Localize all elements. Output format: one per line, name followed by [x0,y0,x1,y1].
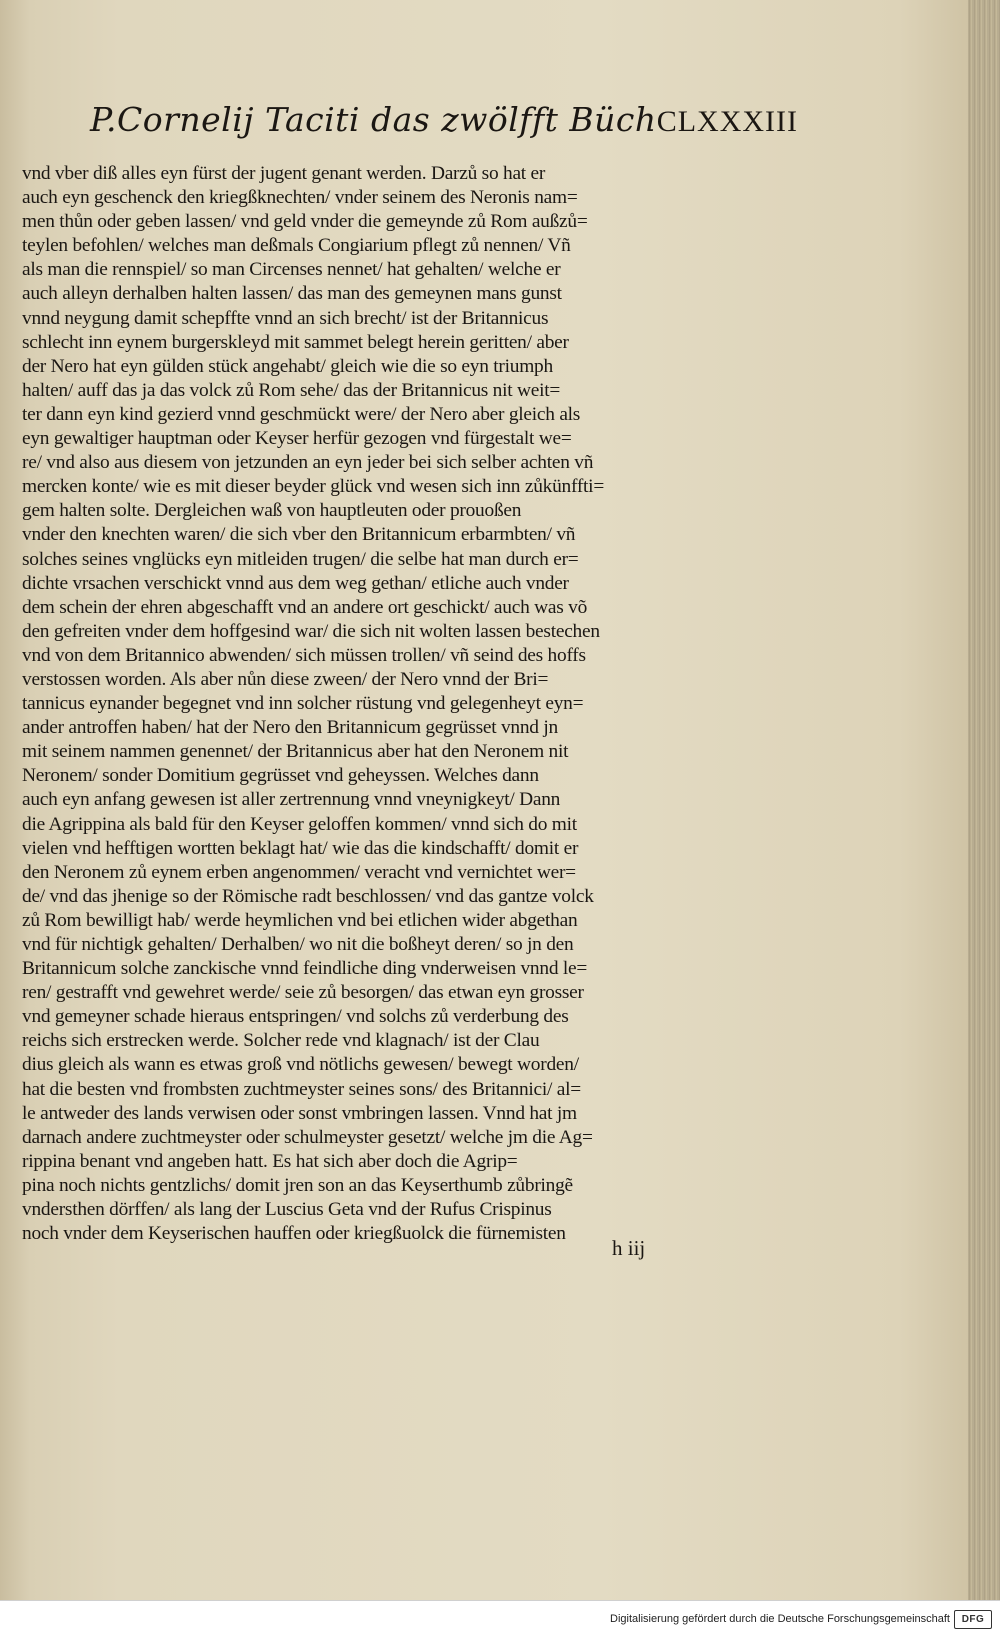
text-line: tannicus eynander begegnet vnd inn solcher rüstung vnd gelegenheyt eyn= [22,693,584,715]
page-text-block [22,100,798,1246]
text-line: vnd von dem Britannico abwenden/ sich müssen trollen/ vñ seind des hoffs [22,644,586,666]
text-line: als man die rennspiel/ so man Circenses nennet/ hat gehalten/ welche er [22,259,561,281]
text-line: vnnd neygung damit schepffte vnnd an sich brecht/ ist der Britannicus [22,307,549,329]
text-line: vnd gemeyner schade hieraus entspringen/ vnd solchs zů verderbung des [22,1006,569,1028]
text-line: den gefreiten vnder dem hoffgesind war/ die sich nit wolten lassen bestechen [22,620,600,642]
text-line: solches seines vnglücks eyn mitleiden trugen/ die selbe hat man durch er= [22,548,579,570]
text-line: vnd für nichtigk gehalten/ Derhalben/ wo nit die boßheyt deren/ so jn den [22,934,574,955]
text-line: vielen vnd hefftigen wortten beklagt hat/ wie das die kindschafft/ domit er [22,837,579,859]
text-line: auch eyn geschenck den kriegßknechten/ vnder seinem des Neronis nam= [22,187,578,209]
text-line: dius gleich als wann es etwas groß vnd nötlichs gewesen/ bewegt worden/ [22,1054,579,1076]
text-line: den Neronem zů eynem erben angenommen/ veracht vnd vernichtet wer= [22,861,576,883]
text-line: die Agrippina als bald für den Keyser geloffen kommen/ vnnd sich do mit [22,813,577,835]
text-line: ter dann eyn kind gezierd vnnd geschmückt were/ der Nero aber gleich als [22,403,581,425]
text-line: auch alleyn derhalben halten lassen/ das man des gemeynen mans gunst [22,283,562,305]
text-line: teylen befohlen/ welches man deßmals Congiarium pflegt zů nennen/ Vñ [22,235,571,257]
text-line: mit seinem nammen genennet/ der Britannicus aber hat den Neronem nit [22,741,569,763]
signature-mark: h iij [612,1236,646,1260]
text-line: reichs sich erstrecken werde. Solcher rede vnd klagnach/ ist der Clau [22,1030,540,1052]
text-line: dichte vrsachen verschickt vnnd aus dem weg gethan/ etliche auch vnder [22,572,569,594]
text-line: der Nero hat eyn gülden stück angehabt/ gleich wie die so eyn triumph [22,355,553,377]
text-line: de/ vnd das jhenige so der Römische radt beschlossen/ vnd das gantze volck [22,885,594,907]
text-line: zů Rom bewilligt hab/ werde heymlichen vnd bei etlichen wider abgethan [22,909,578,931]
text-line: vndersthen dörffen/ als lang der Luscius Geta vnd der Rufus Crispinus [22,1199,552,1221]
text-line: Neronem/ sonder Domitium gegrüsset vnd geheyssen. Welches dann [22,765,539,787]
text-line: men thůn oder geben lassen/ vnd geld vnder die gemeynde zů Rom außzů= [22,211,588,233]
footer-credit: Digitalisierung gefördert durch die Deutsche Forschungsgemeinschaft [610,1613,950,1625]
dfg-logo-icon: DFG [954,1610,992,1629]
text-lines [22,162,782,1246]
footer-bar [0,1600,1000,1640]
text-line: eyn gewaltiger hauptman oder Keyser herfür gezogen vnd fürgestalt we= [22,428,572,450]
text-line: Britannicum solche zanckische vnnd feindliche ding vnderweisen vnnd le= [22,958,588,980]
running-header [22,100,798,162]
text-line: noch vnder dem Keyserischen hauffen oder kriegßuolck die fürnemisten [22,1223,566,1245]
text-line: halten/ auff das ja das volck zů Rom sehe/ das der Britannicus nit weit= [22,379,561,401]
folio-number: CLXXXIII [656,105,798,138]
text-line: darnach andere zuchtmeyster oder schulmeyster gesetzt/ welche jm die Ag= [22,1126,593,1148]
text-line: vnder den knechten waren/ die sich vber den Britannicum erbarmbten/ vñ [22,524,576,546]
text-line: verstossen worden. Als aber nůn diese zween/ der Nero vnnd der Bri= [22,668,549,690]
page-edges [968,0,1000,1600]
text-line: vnd vber diß alles eyn fürst der jugent genant werden. Darzů so hat er [22,163,546,184]
text-line: ander antroffen haben/ hat der Nero den Britannicum gegrüsset vnnd jn [22,717,558,739]
text-line: hat die besten vnd frombsten zuchtmeyster seines sons/ des Britannici/ al= [22,1078,581,1100]
running-title: P.Cornelij Taciti das zwölfft Büch [90,100,657,139]
text-line: mercken konte/ wie es mit dieser beyder glück vnd wesen sich inn zůkünffti= [22,476,604,498]
text-line: pina noch nichts gentzlichs/ domit jren son an das Keyserthumb zůbringẽ [22,1174,573,1196]
text-line: auch eyn anfang gewesen ist aller zertrennung vnnd vneynigkeyt/ Dann [22,789,561,811]
text-line: schlecht inn eynem burgerskleyd mit sammet belegt herein geritten/ aber [22,331,569,353]
text-line: ren/ gestrafft vnd gewehret werde/ seie zů besorgen/ das etwan eyn grosser [22,982,584,1004]
text-line: rippina benant vnd angeben hatt. Es hat sich aber doch die Agrip= [22,1150,518,1172]
text-line: le antweder des lands verwisen oder sonst vmbringen lassen. Vnnd hat jm [22,1102,577,1124]
text-line: gem halten solte. Dergleichen waß von hauptleuten oder prouoßen [22,500,522,522]
text-line: re/ vnd also aus diesem von jetzunden an eyn jeder bei sich selber achten vñ [22,452,594,474]
text-line: dem schein der ehren abgeschafft vnd an andere ort geschickt/ auch was võ [22,596,588,618]
